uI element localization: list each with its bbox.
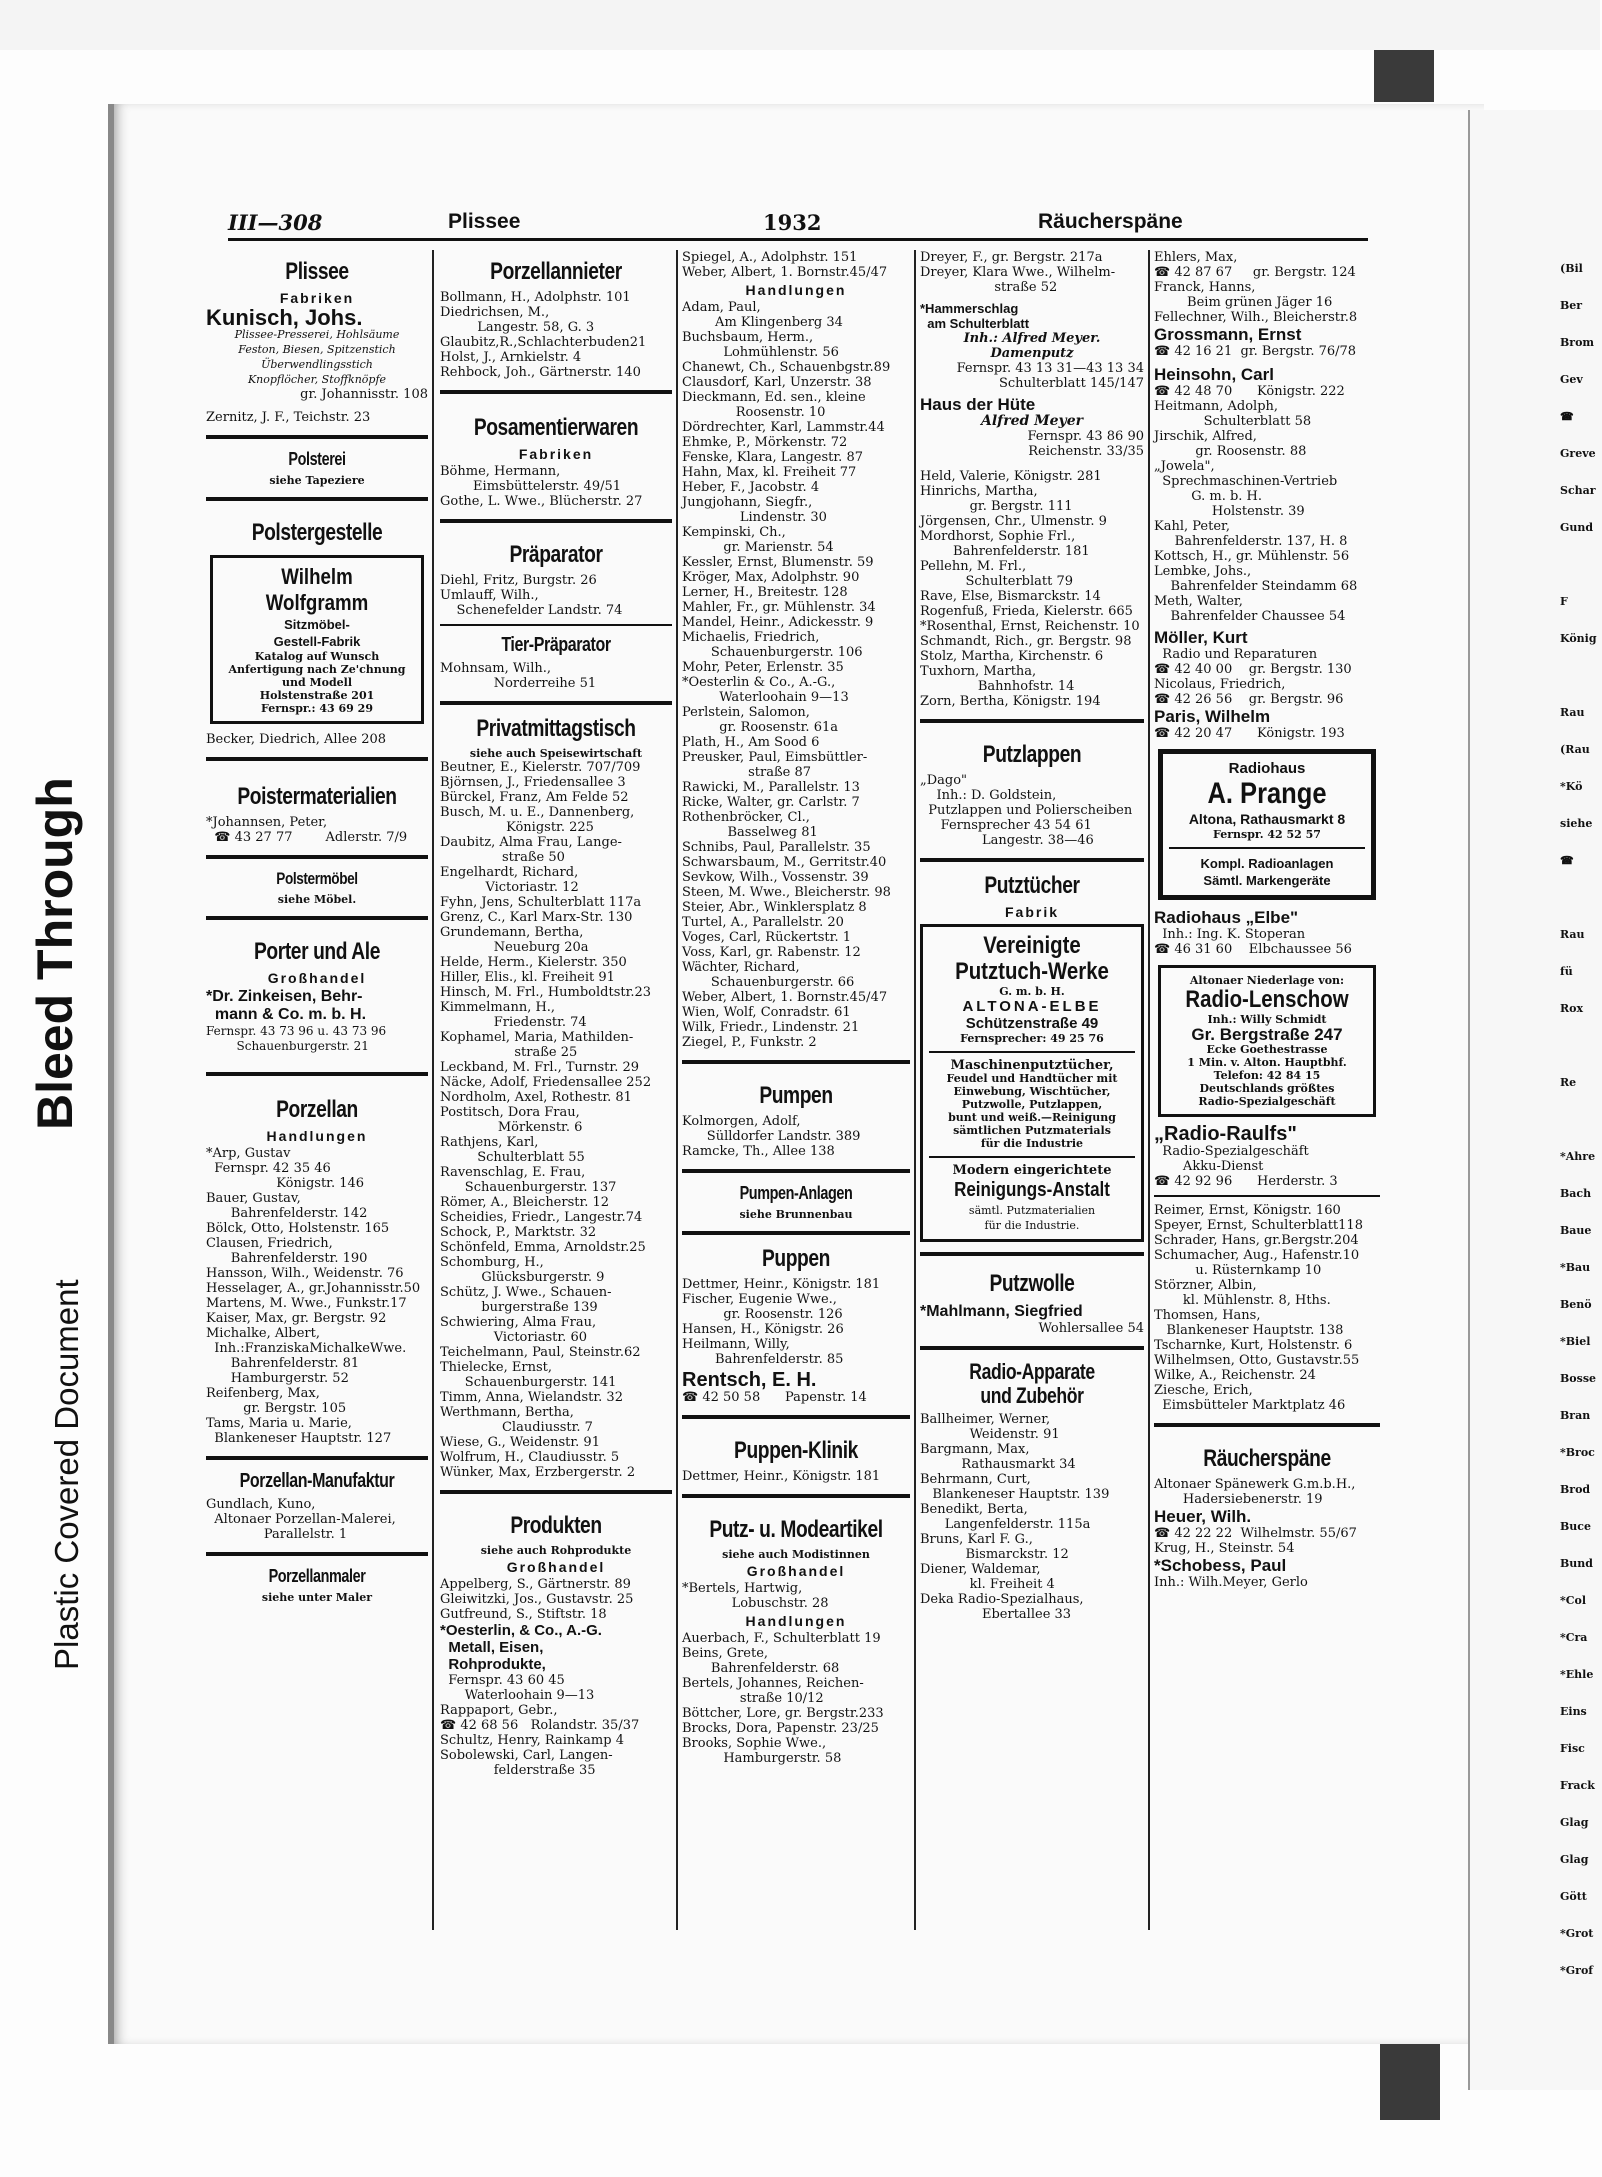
entry-heinsohn: Heinsohn, Carl [1154,365,1274,384]
privat-entries: Beutner, E., Kielerstr. 707/709 Björnsen, J., Friedensallee 3 Bürckel, Franz, Am Felde 52 Busch, M. u. E., Dannenberg, Königstr. 225 Daubitz, Alma Frau, Lange- straße 50 Engelhardt, Richard, Victoriastr. 12 Fyhn, Jens, Schulterblatt 117a Grenz, C., Karl Marx-Str. 130 Grundemann, Bertha, Neueburg 20a Helde, Herm., Kielerstr. 350 Hiller, Elis., kl. Freiheit 91 Hinsch, M. Frl., Humboldtstr.23 Kimmelmann, H., Friedenstr. 74 Kophamel, Maria, Mathilden- straße 25 Leckband, M. Frl., Turnstr. 29 Näcke, Adolf, Friedensallee 252 Nordholm, Axel, Rothestr. 81 Postitsch, Dora Frau, Mörkenstr. 6 Rathjens, Karl, Schulterblatt 55 Ravenschlag, E. Frau, Schauenburgerstr. 137 Römer, A., Bleicherstr. 12 Scheidies, Friedr., Langestr.74 Schock, P., Marktstr. 32 Schönfeld, Emma, Arnoldstr.25 Schomburg, H., Glücksburgerstr. 9 Schütz, J. Wwe., Schauen- burgerstraße 139 Schwiering, Alma Frau, Victoriastr. 60 Teichelmann, Paul, Steinstr.62 Thielecke, Ernst, Schauenburgerstr. 141 Timm, Anna, Wielandstr. 32 Werthmann, Bertha, Claudiusstr. 7 Wiese, G., Weidenstr. 91 Wolfrum, H., Claudiusstr. 5 Wünker, Max, Erzbergerstr. 2 [440,760,652,1480]
entry-oesterlin: *Oesterlin, & Co., A.-G. Metall, Eisen, Rohprodukte, [440,1622,602,1673]
heading-porzellannieter: Porzellannieter [490,258,622,285]
page-header [228,210,1368,241]
heading-privatmittagstisch: Privatmittagstisch [476,715,636,742]
porzellan-entries: *Arp, Gustav Fernspr. 42 35 46 Königstr. 146 Bauer, Gustav, Bahrenfelderstr. 142 Bölck, Otto, Holstenstr. 165 Clausen, Friedrich, Bahrenfelderstr. 190 Hansson, Wilh., Weidenstr. 76 Hesselager, A., gr.Johannisstr.50 Martens, M. Wwe., Funkstr.17 Kaiser, Max, gr. Bergstr. 92 Michalke, Albert, Inh.:FranziskaMichalkeWwe. Bahrenfelderstr. 81 Hamburgerstr. 52 Reifenberg, Max, gr. Bergstr. 105 Tams, Maria u. Marie, Blankeneser Hauptstr. 127 [206,1146,421,1446]
heading-putztuecher: Putztücher [984,872,1080,899]
column-3 [682,250,910,1930]
wolfgramm-line2: Katalog auf Wunsch [254,650,380,663]
section-rule [206,855,428,859]
posament-entries: Böhme, Hermann, Eimsbüttelerstr. 49/51 Gothe, L. Wwe., Blücherstr. 27 [440,464,643,509]
entry-radio-raulfs: „Radio-Raulfs" [1154,1123,1297,1145]
polsterei-see: siehe Tapeziere [269,474,365,487]
nieter-entries: Bollmann, H., Adolphstr. 101 Diedrichsen, M., Langestr. 58, G. 3 Glaubitz,R.,Schlachterbuden21 Holst, J., Arnkielstr. 4 Rehbock, Joh., Gärtnerstr. 140 [440,290,647,380]
grossmann-details: ☎ 42 16 21 gr. Bergstr. 76/78 [1154,344,1357,359]
section-rule [206,1552,428,1556]
column-5 [1154,250,1380,1930]
heading-plissee: Plissee [285,258,349,285]
heading-porter: Porter und Ale [254,938,380,965]
column-4 [920,250,1144,1930]
pumpen-entries: Kolmorgen, Adolf, Sülldorfer Landstr. 389 Ramcke, Th., Allee 138 [682,1114,861,1159]
porzellan-sub: Handlungen [266,1128,368,1144]
klinik-entries: Dettmer, Heinr., Königstr. 181 [682,1469,881,1484]
heinsohn-details: ☎ 42 48 70 Königstr. 222 Heitmann, Adolph, Schulterblatt 58 Jirschik, Alfred, gr. Roosenstr. 88 „Jowela", Sprechmaschinen-Vertrieb G. m. b. H. Holstenstr. 39 Kahl, Peter, Bahrenfelderstr. 137, H. 8 Kottsch, H., gr. Mühlenstr. 56 Lembke, Johs., Bahrenfelder Steindamm 68 Meth, Walter, Bahrenfelder Chaussee 54 [1154,384,1358,624]
section-rule [440,1490,672,1494]
raulfs-details: Radio-Spezialgeschäft Akku-Dienst ☎ 42 92 96 Herderstr. 3 [1154,1144,1338,1189]
entry-heuer: Heuer, Wilh. [1154,1507,1252,1526]
privat-see: siehe auch Speisewirtschaft [469,747,643,760]
moeller-details: Radio und Reparaturen ☎ 42 40 00 gr. Bergstr. 130 Nicolaus, Friedrich, ☎ 42 26 56 gr. Bergstr. 96 [1154,647,1352,707]
lenschow-inh: Inh.: Willy Schmidt [1207,1013,1327,1026]
huete-inh: Alfred Meyer [981,413,1083,429]
section-rule [206,757,428,761]
prange-line1: Kompl. Radioanlagen [1200,856,1334,871]
maler-see: siehe unter Maler [261,1591,373,1604]
entry-becker: Becker, Diedrich, Allee 208 [206,732,387,747]
entry-moeller: Möller, Kurt [1154,628,1248,647]
section-rule [682,1494,910,1498]
entry-grossmann: Grossmann, Ernst [1154,325,1302,344]
heading-porzellanmaler: Porzellanmaler [268,1566,366,1586]
heading-putz-modeartikel: Putz- u. Modeartikel [709,1516,883,1543]
puppen-entries: Dettmer, Heinr., Königstr. 181 Fischer, Eugenie Wwe., gr. Roosenstr. 126 Hansen, H., Königstr. 26 Heilmann, Willy, Bahrenfelderstr. 85 [682,1277,881,1367]
lenschow-name: Radio-Lenschow [1185,986,1349,1013]
hammerschlag-details: Fernspr. 43 13 31—43 13 34 Schulterblatt 145/147 [956,361,1144,391]
entry-zernitz: Zernitz, J. F., Teichstr. 23 [206,410,371,425]
heading-polsterei: Polsterei [288,449,346,469]
column-rule [1148,250,1150,1930]
porter-sub: Großhandel [267,970,367,986]
section-rule [920,1346,1144,1350]
vp-phone: Fernsprecher: 49 25 76 [960,1032,1104,1045]
elbe-details: Inh.: Ing. K. Stoperan ☎ 46 31 60 Elbchaussee 56 [1154,927,1352,957]
heading-pumpen: Pumpen [759,1082,833,1109]
paris-details: ☎ 42 20 47 Königstr. 193 [1154,726,1345,741]
huete-details: Fernspr. 43 86 90 Reichenstr. 33/35 [1027,429,1144,459]
bleed-through-label: Bleed Through [27,777,83,1130]
section-rule [682,1060,910,1064]
column-rule [432,250,434,1930]
entry-hammerschlag: *Hammerschlag am Schulterblatt [920,301,1030,331]
scan-tab-top [1374,50,1434,102]
header-left-keyword: Plissee [448,210,521,233]
wolfgramm-line4: Holstenstraße 201 [259,689,375,702]
section-rule [920,1252,1144,1256]
header-right-keyword: Räucherspäne [1038,210,1183,233]
vp-gmbh: G. m. b. H. [999,985,1065,998]
vp-line1: Maschinenputztücher, [950,1058,1114,1073]
section-rule [1154,1423,1380,1427]
heading-raeucherspaene: Räucherspäne [1203,1445,1331,1472]
ad-radio-lenschow [1158,965,1376,1117]
vp-line4: Reinigungs-Anstalt [954,1179,1110,1201]
tuecher-sub: Fabrik [1004,904,1059,920]
oesterlin-details: Fernspr. 43 60 45 Waterloohain 9—13 Rappaport, Gebr., ☎ 42 68 56 Rolandstr. 35/37 Schultz, Henry, Rainkamp 4 Sobolewski, Carl, Langen- felderstraße 35 [440,1673,640,1778]
page-number: III—308 [228,210,323,235]
heading-polstermoebel: Polstermöbel [276,869,358,888]
material-entries: *Johannsen, Peter, ☎ 43 27 77 Adlerstr. 7/9 [206,815,408,845]
produkten-see: siehe auch Rohprodukte [480,1544,632,1557]
wolfgramm-line3: Anfertigung nach Ze'chnung und Modell [228,663,406,689]
putz-see: siehe auch Modistinnen [722,1548,870,1561]
prange-head: Radiohaus [1228,760,1306,777]
column-1 [206,250,428,1930]
section-rule [440,701,672,705]
produkten-entries: Appelberg, S., Gärtnerstr. 89 Gleiwitzki, Jos., Gustavstr. 25 Gutfreund, S., Stiftstr. 18 [440,1577,634,1622]
lenschow-address: Gr. Bergstraße 247 [1191,1025,1343,1044]
rentsch-details: ☎ 42 50 58 Papenstr. 14 [682,1390,867,1405]
ad-radiohaus-prange [1158,749,1376,900]
putz-sub-handlungen: Handlungen [745,1613,847,1629]
wolfgramm-name: Wilhelm Wolfgramm [265,564,369,615]
subheading-fabriken: Fabriken [279,290,355,306]
heading-tier-praeparator: Tier-Präparator [501,634,611,656]
scan-border-top [0,0,1600,50]
header-year: 1932 [763,210,822,235]
heading-porzellan: Porzellan [276,1096,358,1123]
entry-zinkeisen: *Dr. Zinkeisen, Behr- mann & Co. m. b. H. [206,988,367,1023]
putz-grosshandel-entries: *Bertels, Hartwig, Lobuschstr. 28 [682,1581,829,1611]
anlagen-see: siehe Brunnenbau [739,1208,853,1221]
handlungen-sub: Handlungen [745,282,847,298]
ad-vereinigte-putztuch-werke [920,924,1144,1242]
vp-title: Vereinigte Putztuch-Werke [955,932,1109,985]
lenschow-head: Altonaer Niederlage von: [1189,974,1345,987]
vp-line5: sämtl. Putzmaterialien für die Industrie. [968,1204,1096,1232]
heading-polstermaterialien: Poistermaterialien [237,783,397,810]
heading-manufaktur: Porzellan-Manufaktur [239,1470,395,1492]
section-rule [920,858,1144,862]
section-rule [206,1072,428,1076]
schobess-details: Inh.: Wilh.Meyer, Gerlo [1154,1575,1308,1590]
kunisch-description: Plissee-Presserei, Hohlsäume Feston, Biesen, Spitzenstich Überwendlingsstich Knopflöcher, Stoffknöpfe [234,328,400,386]
plastic-covered-label: Plastic Covered Document [48,1279,85,1670]
top-entries: Ehlers, Max, ☎ 42 87 67 gr. Bergstr. 124 Franck, Hanns, Beim grünen Jäger 16 Fellechner, Wilh., Bleicherstr.8 [1154,250,1358,325]
vp-line2: Feudel und Handtücher mit Einwebung, Wischtücher, Putzwolle, Putzlappen, bunt und weiß.—Reinigung sämtlichen Putzmaterials für die Industrie [946,1072,1118,1150]
heading-puppen-klinik: Puppen-Klinik [734,1437,858,1464]
kunisch-address: gr. Johannisstr. 108 [300,387,428,402]
tier-entries: Mohnsam, Wilh., Norderreihe 51 [440,661,597,691]
column-2 [440,250,672,1930]
raeucher-entries: Altonaer Spänewerk G.m.b.H., Hadersiebenerstr. 19 [1154,1477,1356,1507]
section-rule [1154,1195,1380,1197]
section-rule [682,1231,910,1235]
heading-produkten: Produkten [510,1512,602,1539]
prange-line2: Sämtl. Markengeräte [1203,873,1331,888]
section-rule [682,1169,910,1173]
heading-putzwolle: Putzwolle [989,1270,1075,1297]
heading-praeparator: Präparator [509,541,603,568]
lenschow-details: Ecke Goethestrasse 1 Min. v. Alton. Hauptbhf. Telefon: 42 84 15 Deutschlands größtes Radio-Spezialgeschäft [1187,1043,1347,1108]
heading-radio-apparate: Radio-Apparate und Zubehör [969,1359,1095,1408]
entry-haus-der-huete: Haus der Hüte [920,395,1036,414]
vp-rule [929,1156,1135,1158]
wolfgramm-line5: Fernspr.: 43 69 29 [261,702,373,715]
section-rule [206,916,428,920]
section-rule [682,1415,910,1419]
prange-phone: Fernspr. 42 52 57 [1213,828,1321,841]
manufaktur-entries: Gundlach, Kuno, Altonaer Porzellan-Malerei, Parallelstr. 1 [206,1497,396,1542]
vp-line3: Modern eingerichtete [952,1163,1112,1178]
prange-name: A. Prange [1207,777,1327,810]
section-rule [440,390,672,394]
praeparator-entries: Diehl, Fritz, Burgstr. 26 Umlauff, Wilh., Schenefelder Landstr. 74 [440,573,623,618]
list-entries: Reimer, Ernst, Königstr. 160 Speyer, Ernst, Schulterblatt118 Schrader, Hans, gr.Bergstr.204 Schumacher, Aug., Hafenstr.10 u. Rüsternkamp 10 Störzner, Albin, kl. Mühlenstr. 8, Hths. Thomsen, Hans, Blankeneser Hauptstr. 138 Tscharnke, Kurt, Holstenstr. 6 Wilhelmsen, Otto, Gustavstr.55 Wilke, A., Reichenstr. 24 Ziesche, Erich, Eimsbütteler Marktplatz 46 [1154,1203,1363,1413]
hammerschlag-inh: Inh.: Alfred Meyer. Damenputz [963,331,1101,361]
vp-rule [929,1051,1135,1053]
moebel-see: siehe Möbel. [277,893,357,906]
lappen-entries: „Dago" Inh.: D. Goldstein, Putzlappen und Polierscheiben Fernsprecher 43 54 61 Langestr. 38—46 [920,773,1133,848]
entry-kunisch: Kunisch, Johs. [206,305,363,330]
entry-rentsch: Rentsch, E. H. [682,1369,817,1391]
section-rule [440,519,672,523]
entry-paris: Paris, Wilhelm [1154,707,1271,726]
entry-schobess: *Schobess, Paul [1154,1556,1287,1575]
column-rule [676,250,678,1930]
entry-mahlmann: *Mahlmann, Siegfried [920,1303,1083,1320]
heuer-details: ☎ 42 22 22 Wilhelmstr. 55/67 Krug, H., Steinstr. 54 [1154,1526,1357,1556]
ad-wolfgramm [210,555,424,724]
heading-posamentierwaren: Posamentierwaren [473,414,639,441]
heading-pumpen-anlagen: Pumpen-Anlagen [739,1183,853,1203]
vp-city: ALTONA-ELBE [962,998,1102,1015]
heading-polstergestelle: Polstergestelle [251,519,383,546]
prange-address: Altona, Rathausmarkt 8 [1188,811,1346,827]
column-rule [914,250,916,1930]
section-rule [440,624,672,626]
putz-sub-grosshandel: Großhandel [746,1563,846,1579]
zinkeisen-details: Fernspr. 43 73 96 u. 43 73 96 Schauenburgerstr. 21 [206,1024,387,1053]
vp-address: Schützenstraße 49 [965,1015,1099,1032]
heading-putzlappen: Putzlappen [982,741,1082,768]
handlungen-entries: Adam, Paul, Am Klingenberg 34 Buchsbaum, Herm., Lohmühlenstr. 56 Chanewt, Ch., Schauenbgstr.89 Clausdorf, Karl, Unzerstr. 38 Dieckmann, Ed. sen., kleine Roosenstr. 10 Dördrechter, Karl, Lammstr.44 Ehmke, P., Mörkenstr. 72 Fenske, Klara, Langestr. 87 Hahn, Max, kl. Freiheit 77 Heber, F., Jacobstr. 4 Jungjohann, Siegfr., Lindenstr. 30 Kempinski, Ch., gr. Marienstr. 54 Kessler, Ernst, Blumenstr. 59 Kröger, Max, Adolphstr. 90 Lerner, H., Breitestr. 128 Mahler, Fr., gr. Mühlenstr. 34 Mandel, Heinr., Adickesstr. 9 Michaelis, Friedrich, Schauenburgerstr. 106 Mohr, Peter, Erlenstr. 35 *Oesterlin & Co., A.-G., Waterloohain 9—13 Perlstein, Salomon, gr. Roosenstr. 61a Plath, H., Am Sood 6 Preusker, Paul, Eimsbüttler- straße 87 Rawicki, M., Parallelstr. 13 Ricke, Walter, gr. Carlstr. 7 Rothenbröcker, Cl., Basselweg 81 Schnibs, Paul, Parallelstr. 35 Schwarsbaum, M., Gerritstr.40 Sevkow, Wilh., Vossenstr. 39 Steen, M. Wwe., Bleicherstr. 98 Steier, Abr., Winklersplatz 8 Turtel, A., Parallelstr. 20 Voges, Carl, Rückertstr. 1 Voss, Karl, gr. Rabenstr. 12 Wächter, Richard, Schauenburgerstr. 66 Weber, Albert, 1. Bornstr.45/47 Wien, Wolf, Conradstr. 61 Wilk, Friedr., Lindenstr. 21 Ziegel, P., Funkstr. 2 [682,300,891,1050]
produkten-sub: Großhandel [506,1559,606,1575]
prange-rule [1169,847,1365,849]
heading-puppen: Puppen [762,1245,830,1272]
posament-sub: Fabriken [518,446,594,462]
entry-radiohaus-elbe: Radiohaus „Elbe" [1154,908,1299,927]
wolfgramm-line1: Sitzmöbel- Gestell-Fabrik [273,617,361,649]
section-rule [920,719,1144,723]
mahlmann-address: Wohlersallee 54 [1038,1321,1144,1336]
section-rule [206,497,428,501]
list-entries: Held, Valerie, Königstr. 281 Hinrichs, Martha, gr. Bergstr. 111 Jörgensen, Chr., Ulmenstr. 9 Mordhorst, Sophie Frl., Bahrenfelderstr. 181 Pellehn, M. Frl., Schulterblatt 79 Rave, Else, Bismarckstr. 14 Rogenfuß, Frieda, Kielerstr. 665 *Rosenthal, Ernst, Reichenstr. 10 Schmandt, Rich., gr. Bergstr. 98 Stolz, Martha, Kirchenstr. 6 Tuxhorn, Martha, Bahnhofstr. 14 Zorn, Bertha, Königstr. 194 [920,469,1140,709]
top-entries: Dreyer, F., gr. Bergstr. 217a Dreyer, Klara Wwe., Wilhelm- straße 52 [920,250,1116,295]
section-rule [206,435,428,439]
radio-entries: Ballheimer, Werner, Weidenstr. 91 Bargmann, Max, Rathausmarkt 34 Behrmann, Curt, Blankeneser Hauptstr. 139 Benedikt, Berta, Langenfelderstr. 115a Bruns, Karl F. G., Bismarckstr. 12 Diener, Waldemar, kl. Freiheit 4 Deka Radio-Spezialhaus, Ebertallee 33 [920,1412,1110,1622]
top-entries: Spiegel, A., Adolphstr. 151 Weber, Albert, 1. Bornstr.45/47 [682,250,888,280]
next-page-fragment: (Bil Ber Brom Gev ☎ Greve Schar Gund F König Rau (Rau *Kö siehe ☎ Rau fü Rox Re *Ahre Bach Baue *Bau Benö *Biel Bosse Bran *Broc Brod Buce Bund *Col *Cra *Ehle Eins Fisc Frack Glag Glag Gött *Grot *Grof [1560,262,1597,1977]
putz-handlungen-entries: Auerbach, F., Schulterblatt 19 Beins, Grete, Bahrenfelderstr. 68 Bertels, Johannes, Reichen- straße 10/12 Böttcher, Lore, gr. Bergstr.233 Brocks, Dora, Papenstr. 23/25 Brooks, Sophie Wwe., Hamburgerstr. 58 [682,1631,884,1766]
section-rule [206,1456,428,1460]
